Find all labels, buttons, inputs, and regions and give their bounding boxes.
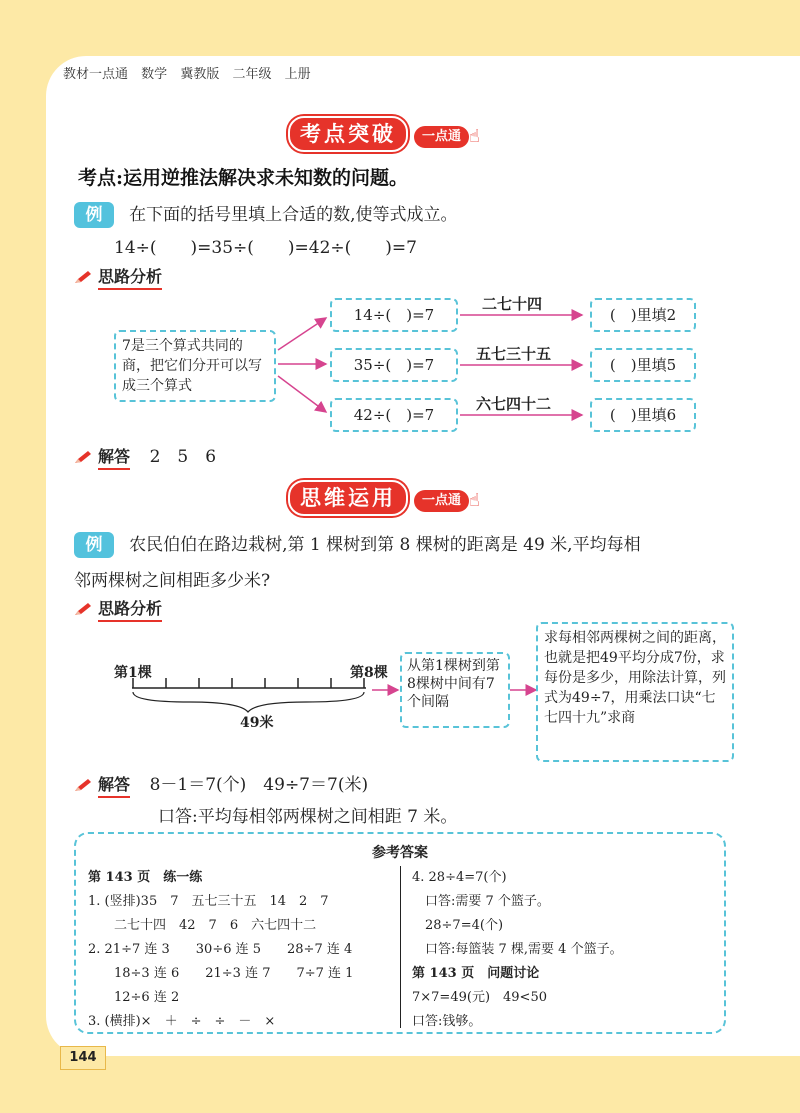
answer-line: 28÷7=4(个) xyxy=(412,918,504,933)
header-item: 数学 xyxy=(141,67,168,82)
answer-line: 口答:需要 7 个篮子。 xyxy=(412,894,550,909)
example2-question-line1: 农民伯伯在路边栽树,第 1 棵树到第 8 棵树的距离是 49 米,平均每相 xyxy=(129,535,641,555)
answer2-line2: 口答:平均每相邻两棵树之间相距 7 米。 xyxy=(158,807,458,827)
example2 xyxy=(74,530,754,558)
example1 xyxy=(74,200,714,228)
distance-label: 49米 xyxy=(240,715,274,731)
example-tag: 例 xyxy=(74,532,114,558)
section1-banner xyxy=(288,116,480,150)
answer-line: 4. 28÷4=7(个) xyxy=(412,870,507,885)
answer-line: 12÷6 连 2 xyxy=(88,990,180,1005)
header-item: 冀教版 xyxy=(180,67,220,82)
equation-box: 42÷( )=7 xyxy=(330,398,458,432)
answer-line: 2. 21÷7 连 3 30÷6 连 5 28÷7 连 4 xyxy=(88,942,353,957)
reference-answers-title: 参考答案 xyxy=(372,845,428,861)
interval-box: 从第1棵树到第8棵树中间有7个间隔 xyxy=(400,652,510,728)
answer-line: 第 143 页 问题讨论 xyxy=(412,966,540,981)
answer-line: 3. (横排)× ＋ ÷ ÷ － × xyxy=(88,1014,276,1029)
answers-right xyxy=(412,866,623,1034)
section1-sub: 一点通 xyxy=(414,126,469,148)
source-box: 7是三个算式共同的商，把它们分开可以写成三个算式 xyxy=(114,330,276,402)
answer-line: 7×7=49(元) 49<50 xyxy=(412,990,547,1005)
answer-line: 二七十四 42 7 6 六七四十二 xyxy=(88,918,317,933)
answer-value-1: 2 5 6 xyxy=(149,447,217,467)
multiplication-rule: 六七四十二 xyxy=(476,395,552,413)
analysis-label-2: 思路分析 xyxy=(74,596,162,619)
pencil-icon xyxy=(74,602,92,616)
explanation-box: 求每相邻两棵树之间的距离，也就是把49平均分成7份，求每份是多少，用除法计算，列式为49÷7，用乘法口诀“七七四十九”求商 xyxy=(536,622,734,762)
example2-question-line2: 邻两棵树之间相距多少米? xyxy=(74,571,271,591)
tree-line xyxy=(130,676,370,716)
book-header xyxy=(63,63,320,82)
pencil-icon xyxy=(74,270,92,284)
result-box: ( )里填6 xyxy=(590,398,696,432)
multiplication-rule: 二七十四 xyxy=(482,295,543,313)
tree-last-label: 第8棵 xyxy=(350,665,388,681)
example1-question: 在下面的括号里填上合适的数,使等式成立。 xyxy=(129,205,458,225)
analysis-label-1: 思路分析 xyxy=(74,264,162,287)
pencil-icon xyxy=(74,450,92,464)
example1-equation: 14÷( )=35÷( )=42÷( )=7 xyxy=(114,238,417,258)
answer-line: 口答:每篮装 7 棵,需要 4 个篮子。 xyxy=(412,942,623,957)
multiplication-rule: 五七三十五 xyxy=(476,345,552,363)
answers-left xyxy=(88,866,353,1034)
example-tag: 例 xyxy=(74,202,114,228)
answer-line: 1. (竖排)35 7 五七三十五 14 2 7 xyxy=(88,894,329,909)
section1-title: 考点突破 xyxy=(288,116,408,152)
header-item: 二年级 xyxy=(232,67,272,82)
result-box: ( )里填5 xyxy=(590,348,696,382)
section2-banner xyxy=(288,480,480,514)
page-number: 144 xyxy=(60,1046,106,1070)
reference-answers xyxy=(74,832,726,1034)
answer2-line1: 8－1＝7(个) 49÷7＝7(米) xyxy=(149,775,369,795)
topic-line: 考点:运用逆推法解决求未知数的问题。 xyxy=(78,167,409,189)
pointing-hand-icon: ☝ xyxy=(469,490,480,511)
pencil-icon xyxy=(74,778,92,792)
header-item: 教材一点通 xyxy=(63,67,129,82)
equation-box: 35÷( )=7 xyxy=(330,348,458,382)
answer-line: 口答:钱够。 xyxy=(412,1014,482,1029)
answer-label-2: 解答 8－1＝7(个) 49÷7＝7(米) xyxy=(74,770,368,795)
result-box: ( )里填2 xyxy=(590,298,696,332)
equation-box: 14÷( )=7 xyxy=(330,298,458,332)
answer-line: 第 143 页 练一练 xyxy=(88,870,203,885)
pointing-hand-icon: ☝ xyxy=(469,126,480,147)
answer-line: 18÷3 连 6 21÷3 连 7 7÷7 连 1 xyxy=(88,966,354,981)
header-item: 上册 xyxy=(284,67,311,82)
tree-first-label: 第1棵 xyxy=(114,665,152,681)
answers-divider xyxy=(400,866,401,1028)
section2-title: 思维运用 xyxy=(288,480,408,516)
answer-label-1: 解答 2 5 6 xyxy=(74,442,216,467)
section2-sub: 一点通 xyxy=(414,490,469,512)
